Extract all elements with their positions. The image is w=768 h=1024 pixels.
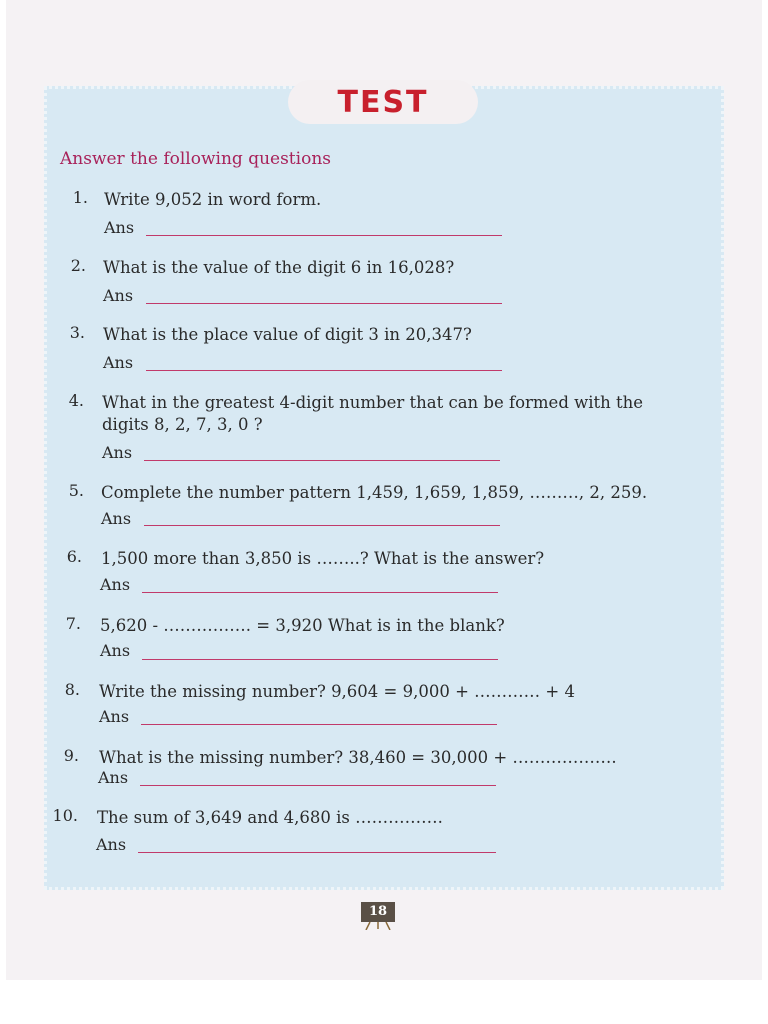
answer-label: Ans [101, 509, 132, 528]
answer-label: Ans [104, 218, 135, 237]
answer-line[interactable] [146, 235, 502, 236]
answer-line[interactable] [138, 852, 496, 853]
answer-line[interactable] [142, 592, 498, 593]
question-text: Complete the number pattern 1,459, 1,659, 1,859, ………, 2, 259. [101, 483, 648, 502]
question-text: What in the greatest 4-digit number that can be formed with the [102, 393, 644, 412]
question-number: 4. [68, 391, 84, 410]
answer-line[interactable] [140, 785, 496, 786]
answer-line[interactable] [146, 303, 502, 304]
answer-label: Ans [99, 707, 130, 726]
easel-icon [364, 922, 392, 930]
answer-label: Ans [102, 443, 133, 462]
answer-line[interactable] [146, 370, 502, 371]
answer-label: Ans [103, 286, 134, 305]
question-number: 2. [70, 256, 86, 275]
question-number: 3. [69, 323, 85, 342]
question-number: 6. [66, 547, 82, 566]
question-number: 9. [63, 746, 79, 765]
answer-line[interactable] [141, 724, 497, 725]
answer-line[interactable] [142, 659, 498, 660]
question-text: What is the place value of digit 3 in 20,347? [103, 325, 472, 344]
question-text: The sum of 3,649 and 4,680 is ……………. [97, 808, 443, 827]
answer-label: Ans [96, 835, 127, 854]
question-text: 1,500 more than 3,850 is ……..? What is the answer? [101, 549, 545, 568]
question-text: Write 9,052 in word form. [104, 190, 322, 209]
answer-label: Ans [100, 641, 131, 660]
answer-line[interactable] [144, 525, 500, 526]
question-number: 1. [72, 188, 88, 207]
question-number: 7. [65, 614, 81, 633]
question-number: 5. [68, 481, 84, 500]
question-number: 8. [64, 680, 80, 699]
title-banner [288, 80, 478, 124]
question-text: What is the missing number? 38,460 = 30,000 + ………………. [99, 748, 617, 767]
question-text: What is the value of the digit 6 in 16,028? [103, 258, 455, 277]
instruction-text: Answer the following questions [60, 149, 331, 169]
question-text: Write the missing number? 9,604 = 9,000 + ………… + 4 [99, 682, 575, 701]
answer-label: Ans [100, 575, 131, 594]
answer-label: Ans [98, 768, 129, 787]
question-number: 10. [52, 806, 78, 825]
answer-label: Ans [103, 353, 134, 372]
question-text-continued: digits 8, 2, 7, 3, 0 ? [102, 415, 263, 434]
answer-line[interactable] [144, 460, 500, 461]
page-number: 18 [361, 902, 395, 922]
question-text: 5,620 - ……………. = 3,920 What is in the blank? [100, 616, 505, 635]
page-title: TEST [337, 84, 429, 120]
